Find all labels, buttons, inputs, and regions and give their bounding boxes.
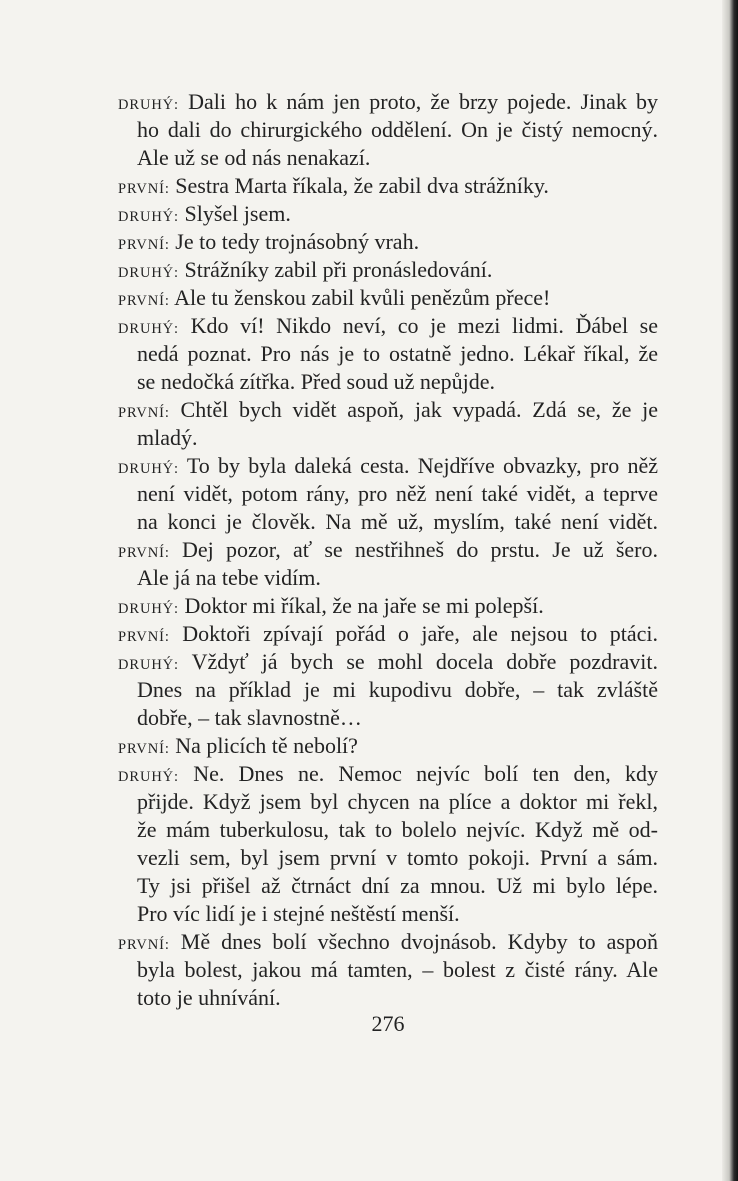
line-text: Chtěl bych vidět aspoň, jak vypadá. Zdá se, že je [169,397,658,422]
speaker-label: DRUHÝ: [118,321,179,337]
speaker-label: DRUHÝ: [118,601,179,617]
line-text: Ty jsi přišel až čtrnáct dní za mnou. Už mi bylo lépe. [137,873,658,898]
speaker-label: PRVNÍ: [118,237,170,253]
text-line [137,424,658,452]
line-text: na konci je člověk. Na mě už, myslím, také není vidět. [137,509,658,534]
speaker-label: DRUHÝ: [118,769,179,785]
line-text: Vždyť já bych se mohl docela dobře pozdravit. [179,649,658,674]
speaker-label: PRVNÍ: [118,181,170,197]
text-line [137,144,658,172]
line-text: toto je uhnívání. [137,985,281,1010]
speaker-label: DRUHÝ: [118,97,179,113]
text-line [118,396,658,424]
text-line [137,788,658,816]
text-line [118,648,658,676]
text-line [137,564,658,592]
text-line [118,592,658,620]
line-text: To by byla daleká cesta. Nejdříve obvazky, pro něž [179,453,658,478]
speaker-label: PRVNÍ: [118,293,170,309]
text-line [137,816,658,844]
text-line [118,228,658,256]
speaker-label: DRUHÝ: [118,265,179,281]
line-text: dobře, – tak slavnostně… [137,705,362,730]
line-text: mladý. [137,425,198,450]
line-text: Doktor mi říkal, že na jaře se mi polepší. [179,593,544,618]
page-number: 276 [371,1011,405,1036]
text-line [118,312,658,340]
text-line [118,760,658,788]
line-text: Slyšel jsem. [179,201,291,226]
text-line [137,872,658,900]
book-page-text [118,88,658,1012]
text-line [118,928,658,956]
speaker-label: DRUHÝ: [118,461,179,477]
line-text: Dali ho k nám jen proto, že brzy pojede. Jinak by [179,89,658,114]
line-text: Kdo ví! Nikdo neví, co je mezi lidmi. Ďábel se [179,313,658,338]
text-line [137,704,658,732]
line-text: Je to tedy trojnásobný vrah. [169,229,420,254]
text-line [118,536,658,564]
line-text: Strážníky zabil při pronásledování. [179,257,493,282]
line-text: se nedočká zítřka. Před soud už nepůjde. [137,369,495,394]
line-text: Dej pozor, ať se nestřihneš do prstu. Je už šero. [169,537,658,562]
text-line [118,200,658,228]
speaker-label: DRUHÝ: [118,657,179,673]
text-line [137,368,658,396]
text-line [137,956,658,984]
page-edge-shadow [722,0,738,1181]
line-text: vezli sem, byl jsem první v tomto pokoji. První a sám. [137,845,658,870]
line-text: Mě dnes bolí všechno dvojnásob. Kdyby to aspoň [169,929,658,954]
speaker-label: PRVNÍ: [118,937,170,953]
line-text: ho dali do chirurgického oddělení. On je čistý nemocný. [137,117,658,142]
line-text: Doktoři zpívají pořád o jaře, ale nejsou to ptáci. [169,621,658,646]
text-line [118,452,658,480]
text-line [137,508,658,536]
text-line [118,172,658,200]
text-line [137,844,658,872]
line-text: Pro víc lidí je i stejné neštěstí menší. [137,901,460,926]
line-text: Ale já na tebe vidím. [137,565,321,590]
line-text: není vidět, potom rány, pro něž není také vidět, a teprve [137,481,658,506]
speaker-label: PRVNÍ: [118,405,170,421]
text-line [118,284,658,312]
text-line [137,676,658,704]
speaker-label: DRUHÝ: [118,209,179,225]
text-line [118,620,658,648]
text-line [137,340,658,368]
line-text: přijde. Když jsem byl chycen na plíce a doktor mi řekl, [137,789,658,814]
line-text: byla bolest, jakou má tamten, – bolest z čisté rány. Ale [137,957,658,982]
line-text: Ne. Dnes ne. Nemoc nejvíc bolí ten den, kdy [179,761,658,786]
text-line [137,900,658,928]
line-text: Dnes na příklad je mi kupodivu dobře, – tak zvláště [137,677,658,702]
text-line [118,256,658,284]
line-text: Na plicích tě nebolí? [169,733,358,758]
speaker-label: PRVNÍ: [118,741,170,757]
line-text: Ale tu ženskou zabil kvůli penězům přece! [169,285,551,310]
text-line [137,984,658,1012]
text-line [137,116,658,144]
speaker-label: PRVNÍ: [118,629,170,645]
speaker-label: PRVNÍ: [118,545,170,561]
line-text: nedá poznat. Pro nás je to ostatně jedno. Lékař říkal, že [137,341,658,366]
line-text: Sestra Marta říkala, že zabil dva strážníky. [169,173,549,198]
text-line [137,480,658,508]
text-line [118,88,658,116]
line-text: Ale už se od nás nenakazí. [137,145,371,170]
line-text: že mám tuberkulosu, tak to bolelo nejvíc. Když mě od- [137,817,658,842]
text-line [118,732,658,760]
